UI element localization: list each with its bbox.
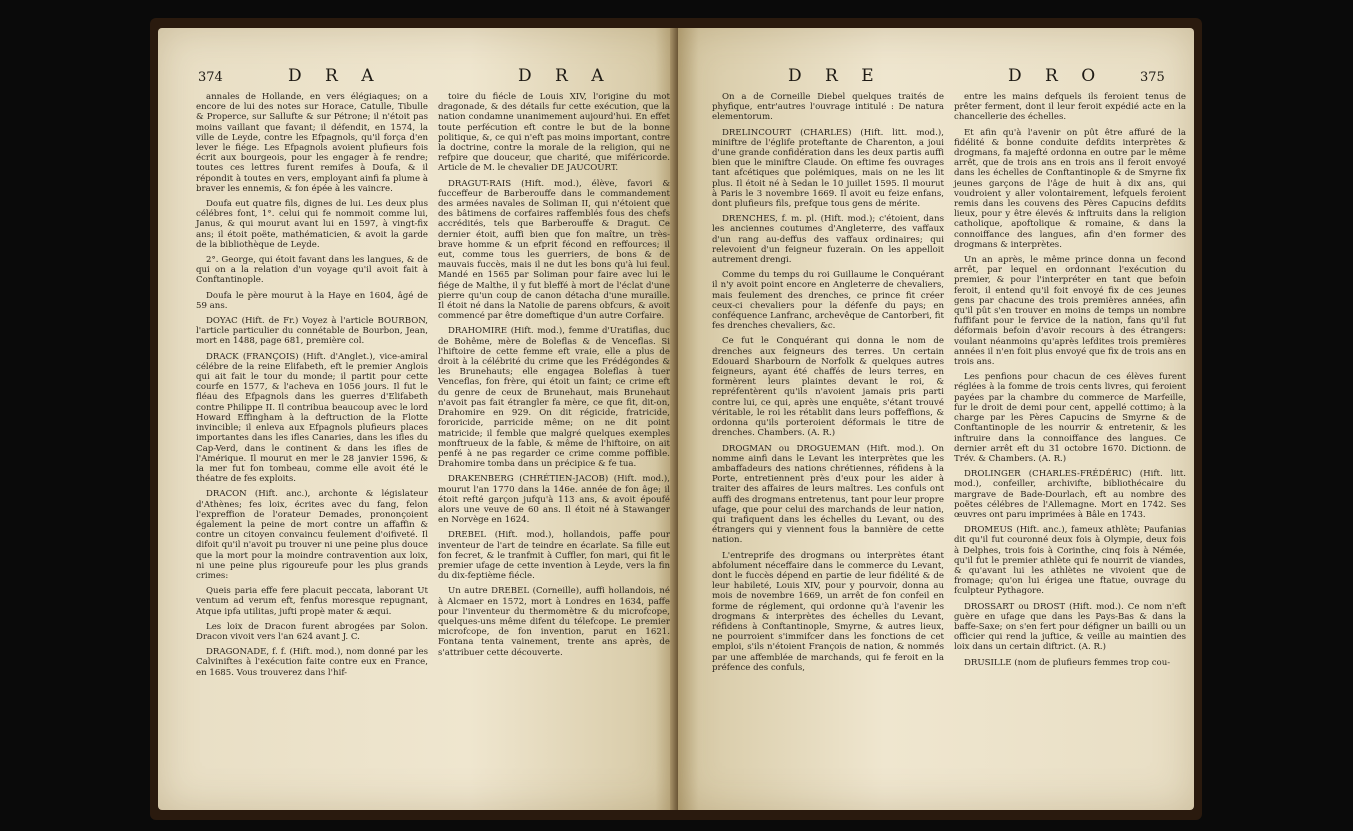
page-number-left: 374 (198, 70, 223, 85)
entry-paragraph: Un autre DREBEL (Corneille), auffi hollandois, né à Alcmaer en 1572, mort à Londres en 1634, paffe pour l'inventeur du thermomètre & du microfcope, quelques-uns même difent du télefcope. Le premier microfcope, de fon invention, parut en 1621. Fontana tenta vainement, trente ans après, de s'attribuer cette découverte. (438, 586, 670, 658)
entry-paragraph: entre les mains defquels ils feroient tenus de prêter ferment, dont il leur feroit expédié acte en la chancellerie des échelles. (954, 92, 1186, 123)
entry-paragraph: DROSSART ou DROST (Hift. mod.). Ce nom n'eft guère en ufage que dans les Pays-Bas & dans la baffe-Saxe; on s'en fert pour défigner un bailli ou un officier qui rend la juftice, & veille au maintien des loix dans un certain diftrict. (A. R.) (954, 601, 1186, 653)
entry-paragraph: Et afin qu'à l'avenir on pût être affuré de la fidélité & bonne conduite defdits interprètes & drogmans, fa majefté ordonna en outre par le même arrêt, que de trois ans en trois ans il feroit envoyé dans les échelles de Conftantinople & de Smyrne fix jeunes garçons de l'âge de huit à dix ans, qui voudroient y aller volontairement, lefquels feroient remis dans les couvens des Pères Capucins defdits lieux, pour y être élevés & inftruits dans la religion catholique, apoftolique & romaine, & dans la connoiffance des langues, afin d'en former des drogmans & interprètes. (954, 127, 1186, 250)
running-head-right-1: D R E (788, 66, 883, 86)
entry-paragraph: Doufa le père mourut à la Haye en 1604, âgé de 59 ans. (196, 290, 428, 311)
entry-paragraph: DRAGUT-RAIS (Hift. mod.), élève, favori & fucceffeur de Barberouffe dans le commandement des armées navales de Soliman II, qui n'étoient que des bâtimens de corfaires raffemblés fous des chefs accrédités, tels que Barberouffe & Dragut. Ce dernier étoit, auffi bien que fon maître, un très-brave homme & un efprit fécond en reffources; il eut, comme tous les guerriers, de bons & de mauvais fuccès, mais il ne dut les bons qu'à lui feul. Mandé en 1565 par Soliman pour faire avec lui le fiége de Malthe, il y fut bleffé à mort de l'éclat d'une pierre qu'un coup de canon détacha d'une muraille. Il étoit né dans la Natolie de parens obfcurs, & avoit commencé par être domeftique d'un autre Corfaire. (438, 178, 670, 322)
entry-paragraph: toire du fiécle de Louis XIV, l'origine du mot dragonade, & des détails fur cette exécution, que la nation condamne unanimement aujourd'hui. En effet toute perfécution eft contre le but de la bonne politique, &, ce qui n'eft pas moins important, contre la doctrine, contre la morale de la religion, qui ne refpire que douceur, que charité, que miféricorde. Article de M. le chevalier DE JAUCOURT. (438, 92, 670, 174)
entry-paragraph: Queis paria effe fere placuit peccata, laborant Ut ventum ad verum eft, fenfus moresque repugnant, Atque ipfa utilitas, jufti propè mater & æqui. (196, 586, 428, 617)
entry-paragraph: DRUSILLE (nom de plufieurs femmes trop cou- (964, 657, 1171, 668)
entry-paragraph: DRACON (Hift. anc.), archonte & législateur d'Athènes; fes loix, écrites avec du fang, felon l'expreffion de l'orateur Demades, prononçoient également la peine de mort contre un affaffin & contre un citoyen convaincu feulement d'oifiveté. Il difoit qu'il n'avoit pu trouver ni une peine plus douce que la mort pour la moindre contravention aux loix, ni une peine plus rigoureufe pour les plus grands crimes: (196, 489, 428, 581)
entry-paragraph: Ce fut le Conquérant qui donna le nom de drenches aux feigneurs des terres. Un certain Edouard Sharbourn de Norfolk & quelques autres feigneurs, ayant été chaffés de leurs terres, en formèrent leurs plaintes devant le roi, & repréfentèrent qu'ils n'avoient jamais pris parti contre lui, ce qui, après une enquête, s'étant trouvé véritable, le roi les rétablit dans leurs poffeffions, & ordonna qu'ils porteroient déformais le titre de drenches. Chambers. (A. R.) (712, 336, 944, 439)
entry-paragraph: DREBEL (Hift. mod.), hollandois, paffe pour inventeur de l'art de teindre en écarlate. Sa fille eut fon fecret, & le tranfmit à Cuffler, fon mari, qui fit le premier ufage de cette invention à Leyde, vers la fin du dix-feptième fiécle. (438, 530, 670, 582)
entry-paragraph: DROMEUS (Hift. anc.), fameux athlète; Paufanias dit qu'il fut couronné deux fois à Olympie, deux fois à Delphes, trois fois à Corinthe, cinq fois à Némée, qu'il fut le premier athlète qui fe nourrit de viandes, & qu'avant lui les athlètes ne vivoient que de fromage; qu'on lui érigea une ftatue, ouvrage du fculpteur Pythagore. (954, 525, 1186, 597)
entry-paragraph: DRAGONADE, f. f. (Hift. mod.), nom donné par les Calviniftes à l'exécution faite contre eux en France, en 1685. Vous trouverez dans l'hif- (196, 647, 428, 678)
running-head-left-1: D R A (288, 66, 383, 86)
entry-paragraph: Les penfions pour chacun de ces élèves furent réglées à la fomme de trois cents livres, qui feroient payées par la chambre du commerce de Marfeille, fur le droit de demi pour cent, appellé cottimo; à la charge par les Pères Capucins de Smyrne & de Conftantinople de les nourrir & entretenir, & les inftruire dans la connoiffance des langues. Ce dernier arrêt eft du 31 octobre 1670. Dictionn. de Trév. & Chambers. (A. R.) (954, 372, 1186, 464)
right-column-2 (954, 92, 1186, 673)
entry-paragraph: Comme du temps du roi Guillaume le Conquérant il n'y avoit point encore en Angleterre de chevaliers, mais feulement des drenches, ce prince fit créer ceux-ci chevaliers pour la défenfe du pays; en conféquence Lanfranc, archevêque de Cantorberi, fit fes drenches chevaliers, &c. (712, 270, 944, 332)
left-page (158, 28, 676, 810)
entry-paragraph: On a de Corneille Diebel quelques traités de phyfique, entr'autres l'ouvrage intitulé : De natura elementorum. (712, 92, 944, 123)
left-column-2 (438, 92, 670, 663)
entry-paragraph: Un an après, le même prince donna un fecond arrêt, par lequel en ordonnant l'exécution du premier, & pour l'interpréter en tant que befoin feroit, il entend qu'il foit envoyé fix de ces jeunes gens par chacune des trois premières années, afin qu'il pût s'en trouver en moins de temps un nombre fuffifant pour le fervice de la nation, fans qu'il fut déformais befoin d'avoir recours à des étrangers: voulant néanmoins qu'après lefdites trois premières années il n'en foit plus envoyé que fix de trois ans en trois ans. (954, 255, 1186, 368)
entry-paragraph: DRACK (FRANÇOIS) (Hift. d'Anglet.), vice-amiral célébre de la reine Elifabeth, eft le premier Anglois qui ait fait le tour du monde; il partit pour cette courfe en 1577, & l'acheva en 1056 jours. Il fut le fléau des Efpagnols dans les guerres d'Elifabeth contre Philippe II. Il contribua beaucoup avec le lord Howard Effingham à la deftruction de la Flotte invincible; il enleva aux Efpagnols plufieurs places importantes dans les ifles Canaries, dans les ifles du Cap-Verd, dans le continent & dans les ifles de l'Amérique. Il mourut en mer le 28 janvier 1596, & la mer fut fon tombeau, comme elle avoit été le théatre de fes exploits. (196, 351, 428, 485)
entry-paragraph: DRAHOMIRE (Hift. mod.), femme d'Uratiflas, duc de Bohême, mère de Boleflas & de Venceflas. Si l'hiftoire de cette femme eft vraie, elle a plus de droit à la célébrité du crime que les Frédégondes & les Brunehauts; elle engagea Boleflas à tuer Venceflas, fon frère, qui étoit un faint; ce crime eft du genre de ceux de Brunehaut, mais Brunehaut n'avoit pas fait étrangler fa mère, ce que fit, dit-on, Drahomire en 929. On dit régicide, fratricide, fororicide, parricide même; on ne dit point matricide; il femble que malgré quelques exemples monftrueux de la fable, & même de l'hiftoire, on ait penfé à ne pas regarder ce crime comme poffible. Drahomire tomba dans un précipice & fe tua. (438, 326, 670, 470)
page-number-right: 375 (1140, 70, 1165, 85)
running-head-left-2: D R A (518, 66, 613, 86)
right-page-header (678, 66, 1194, 90)
entry-paragraph: Les loix de Dracon furent abrogées par Solon. Dracon vivoit vers l'an 624 avant J. C. (196, 621, 428, 642)
entry-paragraph: DRENCHES, f. m. pl. (Hift. mod.); c'étoient, dans les anciennes coutumes d'Angleterre, des vaffaux d'un rang au-deffus des vaffaux ordinaires; qui relevoient d'un feigneur fuzerain. On les appelloit autrement drengi. (712, 214, 944, 266)
open-book (150, 18, 1202, 820)
entry-paragraph: DOYAC (Hift. de Fr.) Voyez à l'article BOURBON, l'article particulier du connétable de Bourbon, Jean, mort en 1488, page 681, première col. (196, 316, 428, 347)
entry-paragraph: DRELINCOURT (CHARLES) (Hift. litt. mod.), miniftre de l'églife proteftante de Charenton, a joui d'une grande confidération dans les deux partis auffi bien que le miniftre Claude. On eftime fes ouvrages tant afcétiques que polémiques, mais on ne les lit plus. Il étoit né à Sedan le 10 juillet 1595. Il mourut à Paris le 3 novembre 1669. Il avoit eu feize enfans, dont plufieurs fils, prefque tous gens de mérite. (712, 127, 944, 210)
entry-paragraph: L'entreprife des drogmans ou interprètes étant abfolument néceffaire dans le commerce du Levant, dont le fuccès dépend en partie de leur fidélité & de leur habileté, Louis XIV, pour y pourvoir, donna au mois de novembre 1669, un arrêt de fon confeil en forme de réglement, qui ordonne qu'à l'avenir les drogmans & interprètes des échelles du Levant, réfidens à Conftantinople, Smyrne, & autres lieux, ne pourroient s'immifcer dans les fonctions de cet emploi, s'ils n'étoient François de nation, & nommés par une affemblée de marchands, qui fe feroit en la préfence des confuls, (712, 550, 944, 673)
running-head-right-2: D R O (1008, 66, 1105, 86)
entry-paragraph: DROGMAN ou DROGUEMAN (Hift. mod.). On nomme ainfi dans le Levant les interprètes que les ambaffadeurs des nations chrétiennes, réfidens à la Porte, entretiennent près d'eux pour les aider à traiter des affaires de leurs maîtres. Les confuls ont auffi des drogmans entretenus, tant pour leur propre ufage, que pour celui des marchands de leur nation, qui trafiquent dans les échelles du Levant, ou des étrangers qui y viennent fous la bannière de cette nation. (712, 443, 944, 546)
left-column-1 (196, 92, 428, 683)
right-page (678, 28, 1194, 810)
entry-paragraph: 2°. George, qui étoit favant dans les langues, & de qui on a la relation d'un voyage qu'il avoit fait à Conftantinople. (196, 255, 428, 286)
entry-paragraph: DRAKENBERG (CHRÉTIEN-JACOB) (Hift. mod.), mourut l'an 1770 dans la 146e. année de fon âge; il étoit refté garçon jufqu'à 113 ans, & avoit époufé alors une veuve de 60 ans. Il étoit né à Stawanger en Norvège en 1624. (438, 474, 670, 526)
left-page-header (158, 66, 676, 90)
right-column-1 (712, 92, 944, 678)
entry-paragraph: DROLINGER (CHARLES-FRÉDÉRIC) (Hift. litt. mod.), confeiller, archivifte, bibliothécaire du margrave de Bade-Dourlach, eft au nombre des poëtes célébres de l'Allemagne. Mort en 1742. Ses œuvres ont paru imprimées à Bâle en 1743. (954, 469, 1186, 520)
entry-paragraph: Doufa eut quatre fils, dignes de lui. Les deux plus célébres font, 1°. celui qui fe nommoit comme lui, Janus, & qui mourut avant lui en 1597, à vingt-fix ans; il étoit poëte, mathématicien, & avoit la garde de la bibliothèque de Leyde. (196, 199, 428, 250)
entry-paragraph: annales de Hollande, en vers élégiaques; on a encore de lui des notes sur Horace, Catulle, Tibulle & Properce, sur Sallufte & sur Pétrone; il n'étoit pas moins vaillant que favant; il défendit, en 1574, la ville de Leyde, contre les Efpagnols, qu'il força d'en lever le fiége. Les Efpagnols avoient plufieurs fois écrit aux bourgeois, pour les engager à fe rendre; toutes ces lettres furent remifes à Doufa, & il répondit à toutes en vers, employant ainfi fa plume à braver les ennemis, & fon épée à les vaincre. (196, 92, 428, 194)
